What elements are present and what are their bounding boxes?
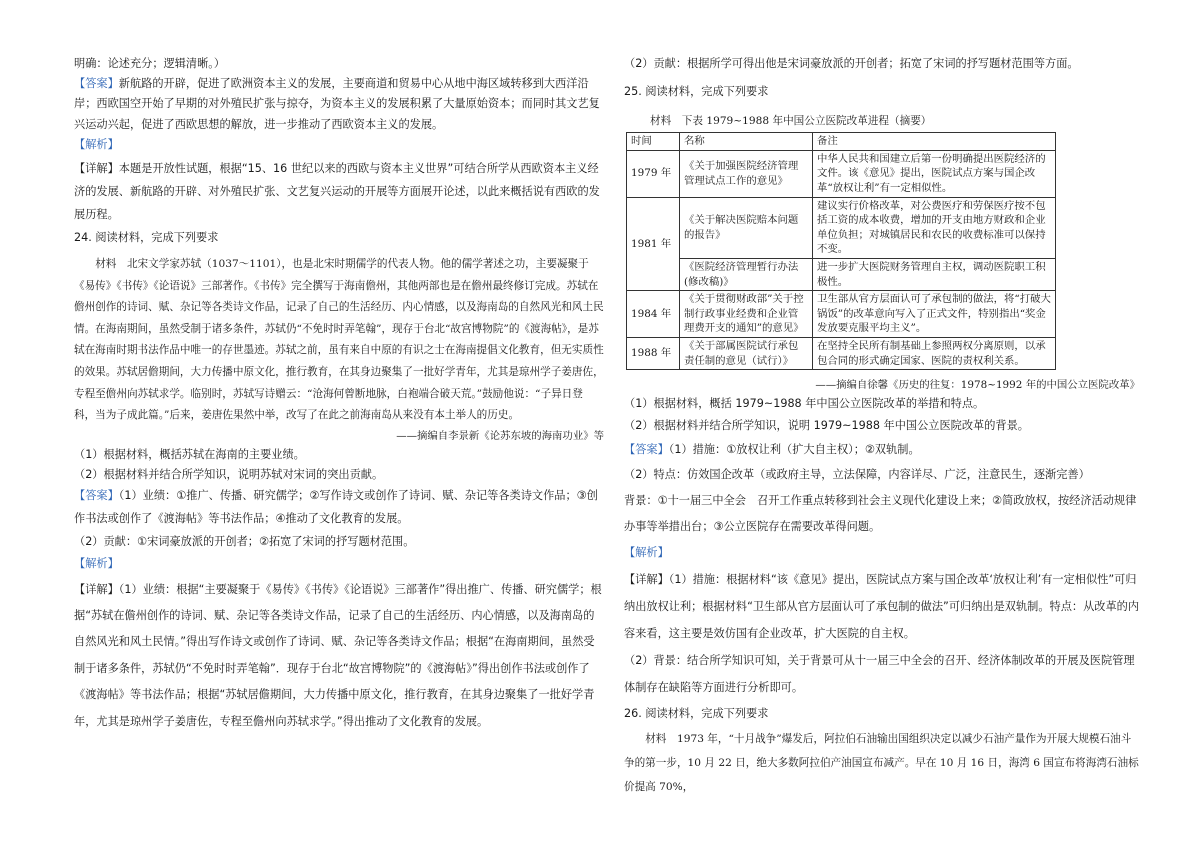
note-cell: 中华人民共和国建立后第一份明确提出医院经济的文件。该《意见》提出，医院试点方案与国企改革“放权让利”有一定相似性。: [813, 150, 1056, 197]
table-caption: 材料 下表 1979~1988 年中国公立医院改革进程（摘要）: [650, 115, 932, 128]
name-cell: 《关于部属医院试行承包责任制的意见（试行）》: [680, 337, 813, 369]
material-24: 材料 北宋文学家苏轼（1037～1101），也是北宋时期儒学的代表人物。他的儒学著述之功，主要凝聚于《易传》《书传》《论语说》三部著作。《书传》完全撰写于海南儋州，其他两部也是在儋州最终修订完成。苏轼在儋州创作的诗词、赋、杂记等各类诗文作品，记录了自己的生活经历、内心情感，以及海南岛的自然风光和风土民情。在海南期间，虽然受制于诸多条件，苏轼仍“不免时时弄笔翰”，现存于台北“故宫博物院”的《渡海帖》，是苏轼在海南时期书法作品中唯一的存世墨迹。苏轼之前，虽有来自中原的有识之士在海南提倡文化教育，但无实质性的效果。苏轼居儋期间，大力传播中原文化，推行教育，在其身边聚集了一批好学青年，尤其是琼州学子姜唐佐，专程至儋州向苏轼求学。临别时，苏轼写诗赠云：“沧海何曾断地脉，白袍端合破天荒。”鼓励他说：“子异日登科，当为子成此篇。”后来，姜唐佐果然中举，改写了在此之前海南岛从来没有本土举人的历史。: [74, 258, 604, 422]
detail-24: [74, 577, 604, 735]
detail-25: [624, 566, 1140, 647]
header-cell: 时间: [627, 133, 680, 151]
answer-tag: 【答案】: [74, 77, 119, 91]
question-26: 26. 阅读材料，完成下列要求: [624, 707, 769, 721]
note-cell: 建议实行价格改革，对公费医疗和劳保医疗按不包括工资的成本收费，增加的开支由地方财政和企业单位负担；对城镇居民和农民的收费标准可以保持不变。: [813, 197, 1056, 258]
question-25: 25. 阅读材料，完成下列要求: [624, 85, 769, 99]
reform-table: [626, 132, 1056, 370]
answer-tag: 【答案】: [624, 443, 669, 457]
question-25-2: （2）根据材料并结合所学知识，说明 1979~1988 年中国公立医院改革的背景。: [624, 419, 1029, 433]
detail-tag: 【详解】: [74, 582, 119, 596]
answer-25-bg: 背景：①十一届三中全会 召开工作重点转移到社会主义现代化建设上来；②简政放权，按经济活动规律办事等举措出台；③公立医院存在需要改革得问题。: [624, 494, 1137, 534]
source-24: ——摘编自李景新《论苏东坡的海南功业》等: [396, 429, 604, 442]
detail-text: （1）业绩：根据“主要凝聚于《易传》《书传》《论语说》三部著作”得出推广、传播、研究儒学；根据“苏轼在儋州创作的诗词、赋、杂记等各类诗文作品，记录了自己的生活经历、内心情感，以及海南岛的自然风光和风土民情。”得出写作诗文或创作了诗词、赋、杂记等各类诗文作品；根据“在海南期间，虽然受制于诸多条件，苏轼仍“不免时时弄笔翰”．现存于台北“故宫博物院”的《渡海帖》”得出创作书法或创作了《渡海帖》等书法作品；根据“苏轼居儋期间，大力传播中原文化，推行教育，在其身边聚集了一批好学青年，尤其是琼州学子姜唐佐，专程至儋州向苏轼求学。”得出推动了文化教育的发展。: [74, 582, 602, 728]
detail-text: （1）措施：根据材料“该《意见》提出，医院试点方案与国企改革‘放权让利’有一定相似性”可归纳出放权让利；根据材料“卫生部从官方层面认可了承包制的做法”可归纳出是双轨制。特点：从改革的内容来看，这主要是效仿国有企业改革，扩大医院的自主权。: [624, 573, 1140, 641]
table-row: [627, 337, 1056, 369]
text-line: （2）贡献：根据所学可得出他是宋词豪放派的开创者；拓宽了宋词的抒写题材范围等方面。: [624, 57, 1079, 70]
analysis-tag: 【解析】: [624, 546, 669, 560]
answer-text: （1）业绩：①推广、传播、研究儒学；②写作诗文或创作了诗词、赋、杂记等各类诗文作品；③创作书法或创作了《渡海帖》等书法作品；④推动了文化教育的发展。: [74, 489, 598, 525]
header-cell: 名称: [680, 133, 813, 151]
year-cell: 1988 年: [627, 337, 680, 369]
answer-tag: 【答案】: [74, 489, 119, 503]
name-cell: 《医院经济管理暂行办法(修改稿)》: [680, 258, 813, 290]
note-cell: 进一步扩大医院财务管理自主权，调动医院职工积极性。: [813, 258, 1056, 290]
question-25-1: （1）根据材料，概括 1979~1988 年中国公立医院改革的举措和特点。: [624, 397, 985, 411]
answer-24-2: （2）贡献：①宋词豪放派的开创者；②拓宽了宋词的抒写题材范围。: [74, 535, 415, 549]
table-row: [627, 258, 1056, 290]
text-line: 明确：论述充分；逻辑清晰。）: [74, 57, 226, 70]
note-cell: 在坚持全民所有制基础上参照两权分离原则，以承包合同的形式确定国家、医院的责权利关系。: [813, 337, 1056, 369]
detail-text: 本题是开放性试题，根据“15、16 世纪以来的西欧与资本主义世界”可结合所学从西欧资本主义经济的发展、新航路的开辟、对外殖民扩张、文艺复兴运动的开展等方面展开论述，以此来概括说有西欧的发展历程。: [74, 162, 600, 222]
answer-23: [74, 74, 604, 135]
answer-25: [624, 438, 1140, 462]
answer-25-2: （2）特点：仿效国企改革（或政府主导，立法保障，内容详尽、广泛，注意民生，逐渐完善）: [624, 468, 1090, 482]
answer-24: [74, 485, 604, 530]
year-cell: 1979 年: [627, 150, 680, 197]
detail-25-2: （2）背景：结合所学知识可知，关于背景可从十一届三中全会的召开、经济体制改革的开展及医院管理体制存在缺陷等方面进行分析即可。: [624, 654, 1135, 695]
header-cell: 备注: [813, 133, 1056, 151]
year-cell: 1984 年: [627, 291, 680, 338]
table-row: [627, 150, 1056, 197]
detail-23: [74, 157, 604, 226]
detail-tag: 【详解】: [74, 162, 119, 176]
analysis-tag: 【解析】: [74, 557, 119, 571]
answer-text: 新航路的开辟，促进了欧洲资本主义的发展，主要商道和贸易中心从地中海区域转移到大西洋沿岸；西欧国空开始了早期的对外殖民扩张与掠夺，为资本主义的发展积累了大量原始资本；而同时其文艺复兴运动兴起，促进了西欧思想的解放，进一步推动了西欧资本主义的发展。: [74, 77, 600, 131]
table-header-row: [627, 133, 1056, 151]
detail-tag: 【详解】: [624, 573, 669, 587]
note-cell: 卫生部从官方层面认可了承包制的做法，将“打破大锅饭”的改革意向写入了正式文件，特别指出“奖金发放要克服平均主义”。: [813, 291, 1056, 338]
question-24-2: （2）根据材料并结合所学知识，说明苏轼对宋词的突出贡献。: [74, 467, 384, 481]
question-24: 24. 阅读材料，完成下列要求: [74, 231, 219, 245]
table-row: [627, 197, 1056, 258]
analysis-tag: 【解析】: [74, 137, 119, 151]
table-row: [627, 291, 1056, 338]
name-cell: 《关于解决医院赔本问题的报告》: [680, 197, 813, 258]
name-cell: 《关于贯彻财政部”关于控制行政事业经费和企业管理费开支的通知”的意见》: [680, 291, 813, 338]
question-24-1: （1）根据材料，概括苏轼在海南的主要业绩。: [74, 447, 305, 461]
name-cell: 《关于加强医院经济管理管理试点工作的意见》: [680, 150, 813, 197]
material-26: 材料 1973 年，“十月战争”爆发后，阿拉伯石油输出国组织决定以减少石油产量作为开展大规模石油斗争的第一步，10 月 22 日，绝大多数阿拉伯产油国宣布减产。早在 10 月 16 日，海湾 6 国宣布将海湾石油标价提高 70%，: [624, 733, 1139, 794]
source-25: ——摘编自徐馨《历史的往复：1978~1992 年的中国公立医院改革》: [815, 379, 1140, 392]
right-column: [624, 54, 1140, 799]
answer-text: （1）措施：①放权让利（扩大自主权）；②双轨制。: [668, 443, 920, 457]
left-column: [74, 54, 604, 735]
year-cell: 1981 年: [627, 197, 680, 291]
